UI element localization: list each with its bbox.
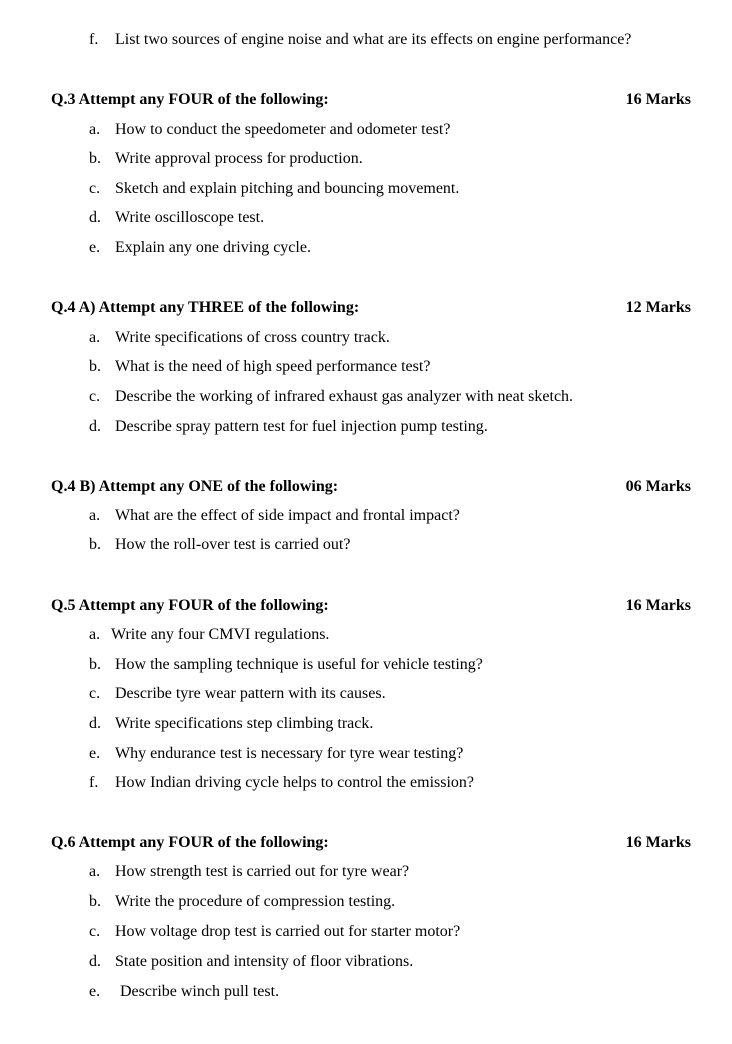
item-text: What is the need of high speed performance test? xyxy=(115,358,431,375)
item-text: What are the effect of side impact and frontal impact? xyxy=(115,507,460,524)
item-text: How voltage drop test is carried out for starter motor? xyxy=(115,923,461,940)
question-item xyxy=(89,535,350,555)
item-letter: b. xyxy=(89,150,101,167)
question-item xyxy=(89,684,386,704)
question-title: Q.3 Attempt any FOUR of the following: xyxy=(51,91,329,108)
question-item xyxy=(89,625,329,645)
question-item xyxy=(89,922,460,942)
question-heading-q6 xyxy=(51,833,691,853)
item-text: Write any four CMVI regulations. xyxy=(111,626,330,643)
question-item xyxy=(89,714,373,734)
item-letter: e. xyxy=(89,983,101,1000)
question-item xyxy=(89,387,573,407)
item-letter: d. xyxy=(89,209,101,226)
question-heading-q4a xyxy=(51,298,691,318)
item-letter: c. xyxy=(89,388,101,405)
item-letter: a. xyxy=(89,863,101,880)
item-letter: e. xyxy=(89,239,101,256)
item-letter: a. xyxy=(89,121,101,138)
question-item xyxy=(89,149,363,169)
item-text: List two sources of engine noise and what are its effects on engine performance? xyxy=(115,31,632,48)
question-item xyxy=(89,417,488,437)
question-item xyxy=(89,238,311,258)
item-letter: c. xyxy=(89,685,101,702)
question-title: Q.4 B) Attempt any ONE of the following: xyxy=(51,478,339,495)
item-letter: a. xyxy=(89,507,101,524)
question-item xyxy=(89,773,474,793)
question-marks: 12 Marks xyxy=(625,299,691,316)
item-letter: a. xyxy=(89,329,101,346)
item-letter: b. xyxy=(89,656,101,673)
item-letter: b. xyxy=(89,893,101,910)
question-marks: 16 Marks xyxy=(625,597,691,614)
question-marks: 16 Marks xyxy=(625,91,691,108)
question-item xyxy=(89,862,409,882)
item-text: Write oscilloscope test. xyxy=(115,209,265,226)
question-heading-q3 xyxy=(51,90,691,110)
item-text: Write specifications step climbing track. xyxy=(115,715,374,732)
item-text: How the sampling technique is useful for vehicle testing? xyxy=(115,656,483,673)
item-text: Describe tyre wear pattern with its causes. xyxy=(115,685,386,702)
item-text: How Indian driving cycle helps to control the emission? xyxy=(115,774,475,791)
question-item xyxy=(89,952,413,972)
question-item xyxy=(89,179,459,199)
item-text: Describe spray pattern test for fuel injection pump testing. xyxy=(115,418,488,435)
question-item xyxy=(89,120,450,140)
item-text: How strength test is carried out for tyre wear? xyxy=(115,863,410,880)
item-letter: a. xyxy=(89,626,101,643)
question-heading-q5 xyxy=(51,596,691,616)
question-item xyxy=(89,982,279,1002)
item-letter: b. xyxy=(89,536,101,553)
item-letter: d. xyxy=(89,953,101,970)
item-letter: f. xyxy=(89,31,99,48)
question-title: Q.5 Attempt any FOUR of the following: xyxy=(51,597,329,614)
item-text: How the roll-over test is carried out? xyxy=(115,536,351,553)
item-text: Describe winch pull test. xyxy=(120,983,280,1000)
item-text: Write specifications of cross country track. xyxy=(115,329,390,346)
item-letter: e. xyxy=(89,745,101,762)
question-item xyxy=(89,357,430,377)
question-item xyxy=(89,744,463,764)
item-letter: f. xyxy=(89,774,99,791)
item-letter: c. xyxy=(89,180,101,197)
question-item xyxy=(89,328,390,348)
question-item xyxy=(89,30,631,50)
item-letter: d. xyxy=(89,418,101,435)
item-letter: c. xyxy=(89,923,101,940)
item-text: Explain any one driving cycle. xyxy=(115,239,311,256)
item-letter: b. xyxy=(89,358,101,375)
question-item xyxy=(89,892,395,912)
item-letter: d. xyxy=(89,715,101,732)
item-text: Why endurance test is necessary for tyre wear testing? xyxy=(115,745,464,762)
question-marks: 16 Marks xyxy=(625,834,691,851)
item-text: Sketch and explain pitching and bouncing movement. xyxy=(115,180,460,197)
question-title: Q.4 A) Attempt any THREE of the following: xyxy=(51,299,360,316)
item-text: How to conduct the speedometer and odometer test? xyxy=(115,121,451,138)
question-marks: 06 Marks xyxy=(625,478,691,495)
item-text: State position and intensity of floor vibrations. xyxy=(115,953,414,970)
question-title: Q.6 Attempt any FOUR of the following: xyxy=(51,834,329,851)
question-item xyxy=(89,655,483,675)
item-text: Describe the working of infrared exhaust gas analyzer with neat sketch. xyxy=(115,388,574,405)
item-text: Write the procedure of compression testing. xyxy=(115,893,396,910)
question-heading-q4b xyxy=(51,477,691,497)
question-item xyxy=(89,506,460,526)
item-text: Write approval process for production. xyxy=(115,150,363,167)
question-item xyxy=(89,208,264,228)
